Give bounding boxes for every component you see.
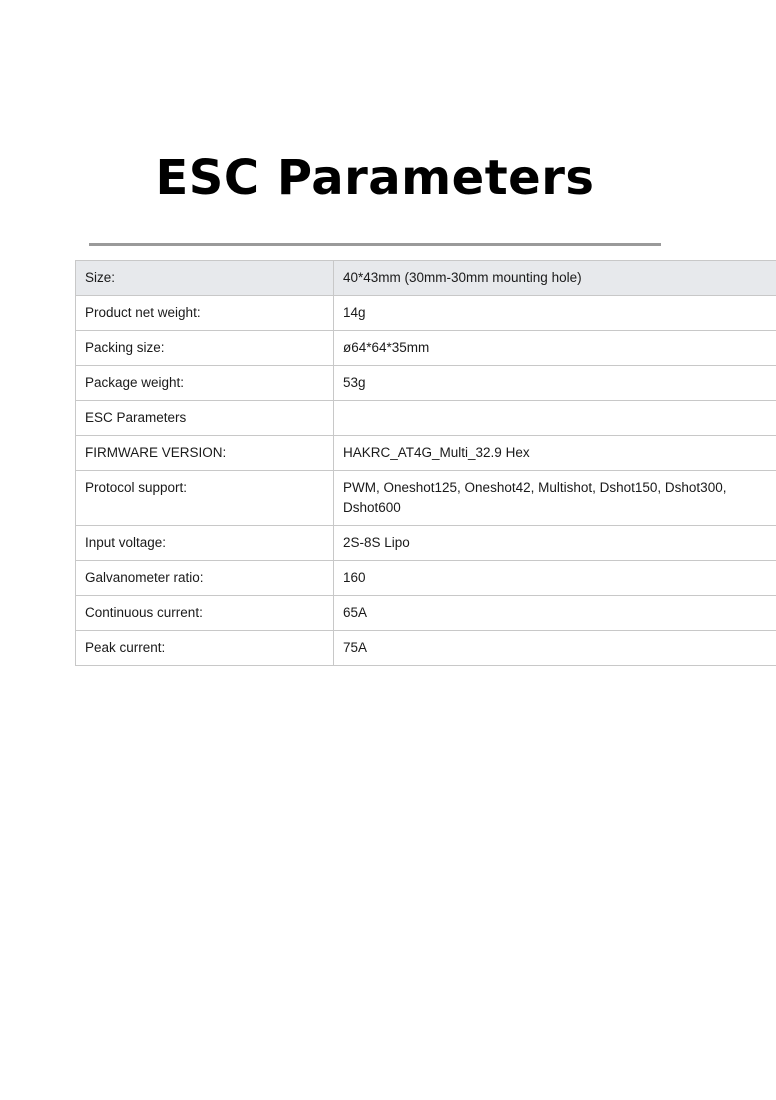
table-row-continuous-current xyxy=(76,596,776,631)
table-row-firmware-version xyxy=(76,436,776,471)
row-value: ø64*64*35mm xyxy=(334,331,776,366)
row-label: Galvanometer ratio: xyxy=(76,561,334,596)
row-value: 40*43mm (30mm-30mm mounting hole) xyxy=(334,261,776,296)
table-row-galvanometer-ratio xyxy=(76,561,776,596)
row-value: PWM, Oneshot125, Oneshot42, Multishot, Dshot150, Dshot300, Dshot600 xyxy=(334,471,776,526)
table-row-package-weight xyxy=(76,366,776,401)
row-label: Packing size: xyxy=(76,331,334,366)
row-label: Product net weight: xyxy=(76,296,334,331)
row-label: Size: xyxy=(76,261,334,296)
table-row-product-net-weight xyxy=(76,296,776,331)
table-row-esc-parameters xyxy=(76,401,776,436)
row-label: ESC Parameters xyxy=(76,401,334,436)
row-value xyxy=(334,401,776,436)
table-row-input-voltage xyxy=(76,526,776,561)
row-value: 14g xyxy=(334,296,776,331)
table-row-packing-size xyxy=(76,331,776,366)
spec-table-container xyxy=(75,260,727,666)
row-label: Continuous current: xyxy=(76,596,334,631)
row-label: Peak current: xyxy=(76,631,334,666)
row-value: 2S-8S Lipo xyxy=(334,526,776,561)
row-value: 65A xyxy=(334,596,776,631)
row-value: 160 xyxy=(334,561,776,596)
table-row-peak-current xyxy=(76,631,776,666)
row-value: 75A xyxy=(334,631,776,666)
row-value: HAKRC_AT4G_Multi_32.9 Hex xyxy=(334,436,776,471)
row-label: FIRMWARE VERSION: xyxy=(76,436,334,471)
spec-table xyxy=(75,260,776,666)
title-divider xyxy=(89,243,661,246)
table-row-protocol-support xyxy=(76,471,776,526)
table-row-size xyxy=(76,261,776,296)
page-title: ESC Parameters xyxy=(155,150,595,206)
row-label: Input voltage: xyxy=(76,526,334,561)
row-label: Protocol support: xyxy=(76,471,334,526)
row-value: 53g xyxy=(334,366,776,401)
row-label: Package weight: xyxy=(76,366,334,401)
